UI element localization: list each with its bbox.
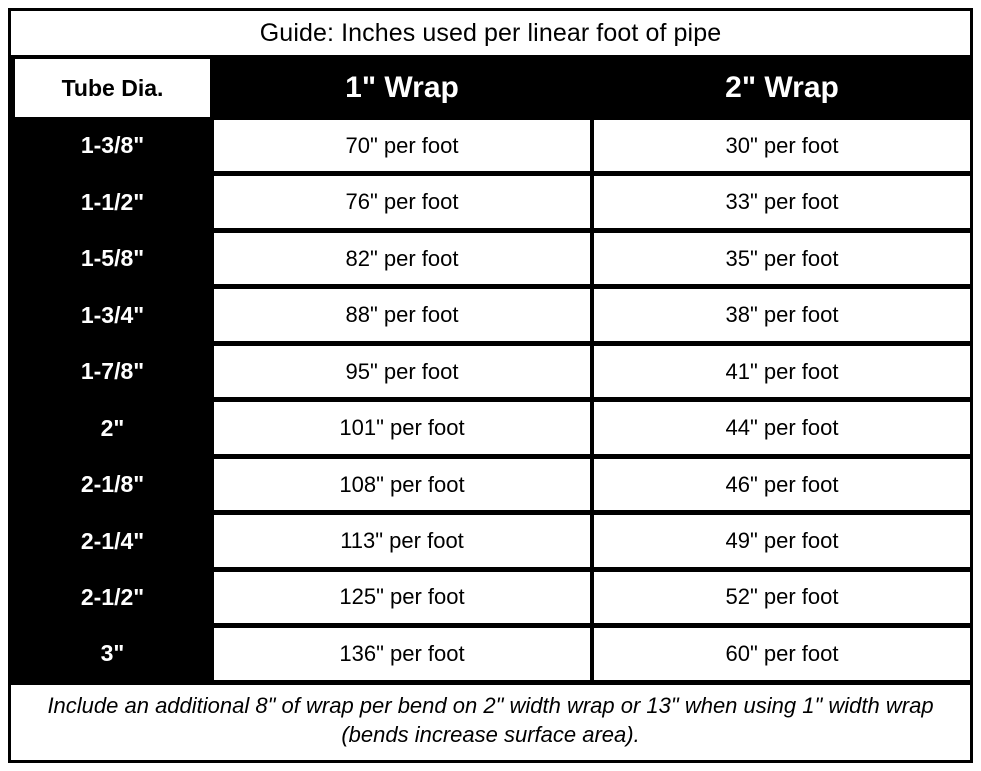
cell-2in-wrap: 60" per foot: [594, 628, 970, 679]
table-row: [11, 289, 970, 340]
cell-1in-wrap: 101" per foot: [214, 402, 590, 453]
table-row: [11, 459, 970, 510]
cell-1in-wrap: 95" per foot: [214, 346, 590, 397]
table-row: [11, 572, 970, 623]
table-row: [11, 515, 970, 566]
cell-2in-wrap: 30" per foot: [594, 120, 970, 171]
column-header-tube-dia: Tube Dia.: [15, 59, 210, 117]
cell-tube-dia: 1-7/8": [15, 346, 210, 397]
table-row: [11, 402, 970, 453]
table-row: [11, 176, 970, 227]
cell-2in-wrap: 41" per foot: [594, 346, 970, 397]
cell-1in-wrap: 76" per foot: [214, 176, 590, 227]
cell-2in-wrap: 52" per foot: [594, 572, 970, 623]
cell-1in-wrap: 108" per foot: [214, 459, 590, 510]
table-title-row: [11, 11, 970, 55]
cell-tube-dia: 2-1/4": [15, 515, 210, 566]
cell-1in-wrap: 82" per foot: [214, 233, 590, 284]
cell-tube-dia: 1-3/8": [15, 120, 210, 171]
table-row: [11, 233, 970, 284]
page-title: Guide: Inches used per linear foot of pipe: [259, 18, 722, 47]
cell-tube-dia: 2-1/2": [15, 572, 210, 623]
cell-tube-dia: 2": [15, 402, 210, 453]
cell-2in-wrap: 46" per foot: [594, 459, 970, 510]
column-header-2in-wrap: 2" Wrap: [594, 59, 970, 117]
cell-2in-wrap: 44" per foot: [594, 402, 970, 453]
cell-tube-dia: 3": [15, 628, 210, 679]
cell-tube-dia: 1-3/4": [15, 289, 210, 340]
cell-2in-wrap: 35" per foot: [594, 233, 970, 284]
cell-2in-wrap: 38" per foot: [594, 289, 970, 340]
cell-1in-wrap: 113" per foot: [214, 515, 590, 566]
column-header-1in-wrap: 1" Wrap: [214, 59, 590, 117]
cell-2in-wrap: 49" per foot: [594, 515, 970, 566]
cell-tube-dia: 1-1/2": [15, 176, 210, 227]
table-row: [11, 346, 970, 397]
cell-1in-wrap: 88" per foot: [214, 289, 590, 340]
cell-tube-dia: 2-1/8": [15, 459, 210, 510]
cell-1in-wrap: 136" per foot: [214, 628, 590, 679]
cell-tube-dia: 1-5/8": [15, 233, 210, 284]
footer-note: Include an additional 8" of wrap per bend on 2" width wrap or 13" when using 1" width wrap (bends increase surface area).: [11, 685, 970, 760]
table-header-row: [11, 55, 970, 117]
cell-1in-wrap: 125" per foot: [214, 572, 590, 623]
table-row: [11, 628, 970, 679]
cell-1in-wrap: 70" per foot: [214, 120, 590, 171]
wrap-guide-table: [8, 8, 973, 763]
table-row: [11, 120, 970, 171]
cell-2in-wrap: 33" per foot: [594, 176, 970, 227]
table-body: [11, 117, 970, 685]
